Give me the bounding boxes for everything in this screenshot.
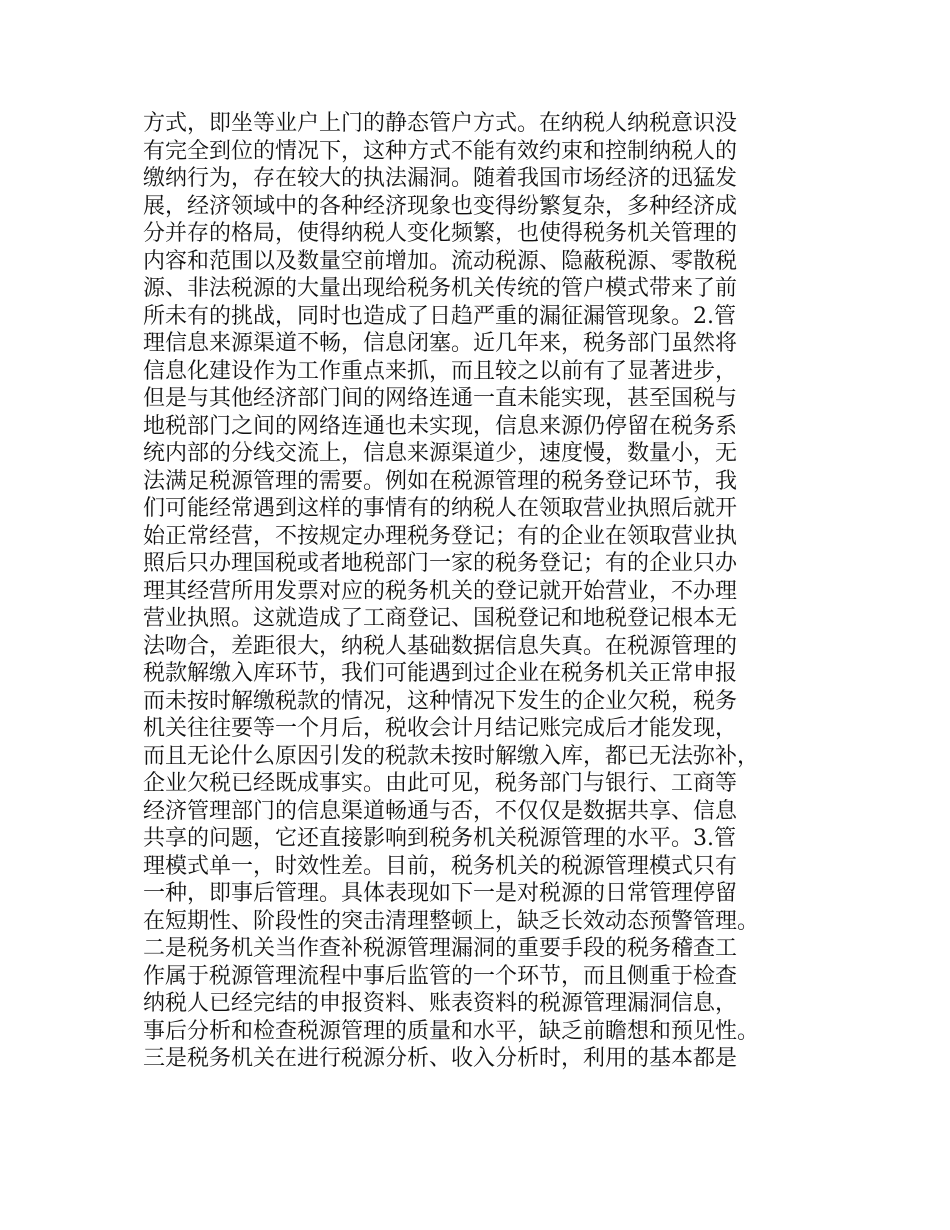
text-line: 税款解缴入库环节，我们可能遇到过企业在税务机关正常申报 [143,661,738,686]
text-line: 理信息来源渠道不畅，信息闭塞。近几年来，税务部门虽然将 [143,331,738,356]
text-line: 纳税人已经完结的申报资料、账表资料的税源管理漏洞信息， [143,991,738,1016]
text-line: 二是税务机关当作查补税源管理漏洞的重要手段的税务稽查工 [143,936,738,961]
text-line: 统内部的分线交流上，信息来源渠道少，速度慢，数量小，无 [143,441,738,466]
text-line: 始正常经营，不按规定办理税务登记；有的企业在领取营业执 [143,523,738,549]
text-line: 一种，即事后管理。具体表现如下一是对税源的日常管理停留 [143,881,738,906]
text-line: 源、非法税源的大量出现给税务机关传统的管户模式带来了前 [143,276,738,301]
text-line: 内容和范围以及数量空前增加。流动税源、隐蔽税源、零散税 [143,248,738,274]
text-line: 理模式单一，时效性差。目前，税务机关的税源管理模式只有 [143,853,738,879]
text-line: 三是税务机关在进行税源分析、收入分析时，利用的基本都是 [143,1046,738,1071]
text-line: 营业执照。这就造成了工商登记、国税登记和地税登记根本无 [143,606,738,631]
text-line: 经济管理部门的信息渠道畅通与否，不仅仅是数据共享、信息 [143,798,738,824]
text-line: 法吻合，差距很大，纳税人基础数据信息失真。在税源管理的 [143,633,738,659]
text-line: 有完全到位的情况下，这种方式不能有效约束和控制纳税人的 [143,138,738,164]
text-line: 照后只办理国税或者地税部门一家的税务登记；有的企业只办 [143,551,738,576]
text-line: 方式，即坐等业户上门的静态管户方式。在纳税人纳税意识没 [143,111,738,136]
text-line: 而未按时解缴税款的情况，这种情况下发生的企业欠税，税务 [143,688,738,714]
text-line: 事后分析和检查税源管理的质量和水平，缺乏前瞻想和预见性。 [143,1018,760,1044]
text-line: 展，经济领域中的各种经济现象也变得纷繁复杂，多种经济成 [143,193,738,219]
text-line: 信息化建设作为工作重点来抓，而且较之以前有了显著进步， [143,358,738,384]
body-text [143,110,823,1073]
text-line: 缴纳行为，存在较大的执法漏洞。随着我国市场经济的迅猛发 [143,166,738,191]
text-line: 作属于税源管理流程中事后监管的一个环节，而且侧重于检查 [143,963,738,989]
text-line: 分并存的格局，使得纳税人变化频繁，也使得税务机关管理的 [143,221,738,246]
text-line: 共享的问题，它还直接影响到税务机关税源管理的水平。3.管 [143,826,736,851]
text-line: 们可能经常遇到这样的事情有的纳税人在领取营业执照后就开 [143,496,738,521]
text-line: 所未有的挑战，同时也造成了日趋严重的漏征漏管现象。2.管 [143,303,736,329]
text-line: 法满足税源管理的需要。例如在税源管理的税务登记环节，我 [143,468,738,494]
text-line: 而且无论什么原因引发的税款未按时解缴入库，都已无法弥补， [143,743,760,769]
text-line: 在短期性、阶段性的突击清理整顿上，缺乏长效动态预警管理。 [143,908,760,934]
text-line: 企业欠税已经既成事实。由此可见，税务部门与银行、工商等 [143,771,738,796]
text-line: 地税部门之间的网络连通也未实现，信息来源仍停留在税务系 [143,413,738,439]
text-line: 但是与其他经济部门间的网络连通一直未能实现，甚至国税与 [143,386,738,411]
text-line: 机关往往要等一个月后，税收会计月结记账完成后才能发现， [143,716,738,741]
text-line: 理其经营所用发票对应的税务机关的登记就开始营业，不办理 [143,578,738,604]
